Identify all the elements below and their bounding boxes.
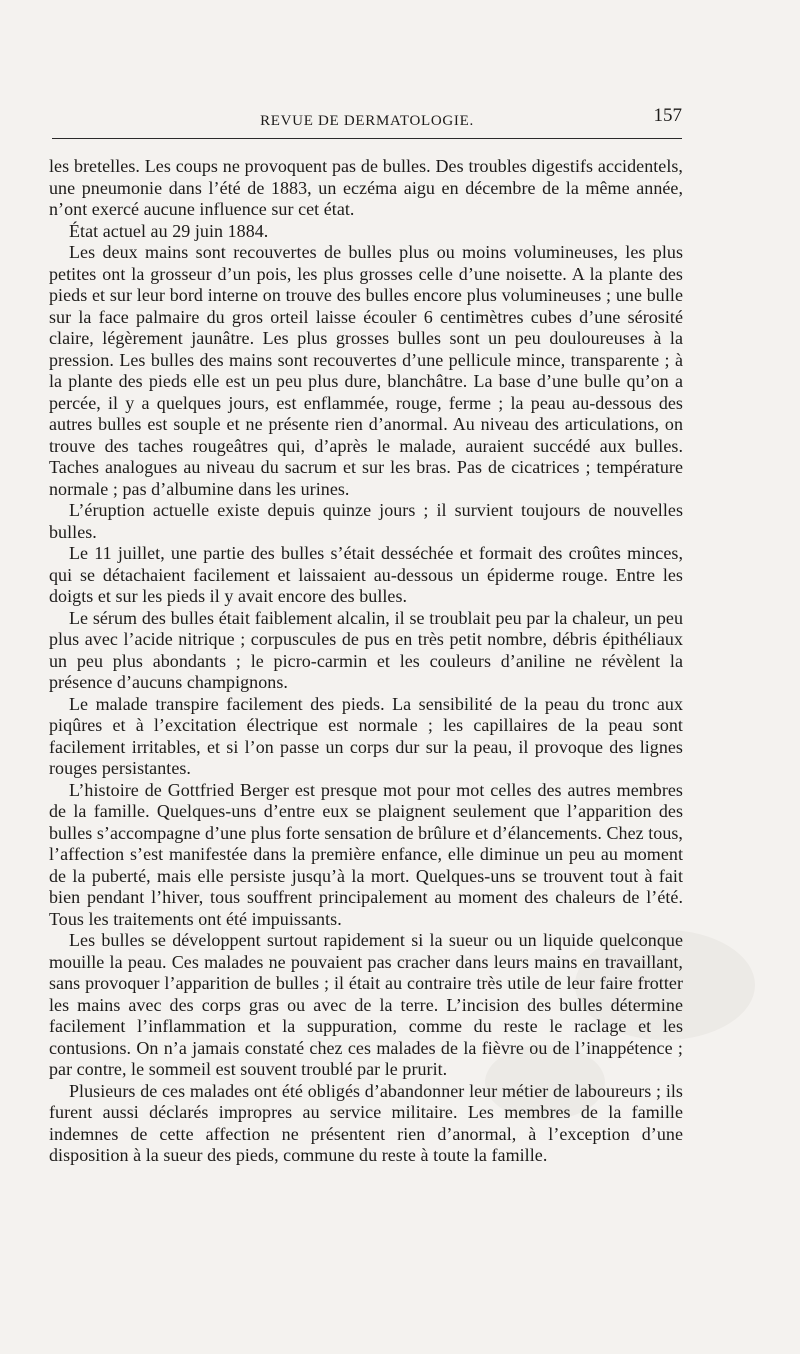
paragraph-bulles-development: Les bulles se développent surtout rapidement si la sueur ou un liquide quelconque mouille la peau. Ces malades ne pouvaient pas cracher dans leurs mains en travaillant, sans provoquer l’apparition de bulles ; il était au contraire très utile de leur faire frotter les mains avec des corps gras ou avec de la terre. L’incision des bulles détermine facilement l’inflammation et la suppuration, comme du reste le raclage et les contusions. On n’a jamais constaté chez ces malades de la fièvre ou de l’inappétence ; par contre, le sommeil est souvent troublé par le prurit. <box>49 930 683 1079</box>
paragraph-date-heading: État actuel au 29 juin 1884. <box>69 220 269 241</box>
paragraph-serum-analysis: Le sérum des bulles était faiblement alcalin, il se troublait peu par la chaleur, un peu plus avec l’acide nitrique ; corpuscules de pus en très petit nombre, débris épithéliaux un peu plus abondants ; le picro-carmin et les couleurs d’aniline ne révèlent la présence d’aucuns champignons. <box>49 607 683 692</box>
header-rule <box>52 138 682 139</box>
running-head <box>52 102 682 132</box>
paragraph-work-consequences: Plusieurs de ces malades ont été obligés d’abandonner leur métier de laboureurs ; ils furent aussi déclarés impropres au service militaire. Les membres de la famille indemnes de cette affection ne présentent rien d’anormal, à l’exception d’une disposition à la sueur des pieds, commune du reste à toute la famille. <box>49 1080 683 1165</box>
body-text <box>49 156 683 1167</box>
paragraph-continuation: les bretelles. Les coups ne provoquent pas de bulles. Des troubles digestifs accidentels, une pneumonie dans l’été de 1883, un eczéma aigu en décembre de la même année, n’ont exercé aucune influence sur cet état. <box>49 156 683 219</box>
paragraph-eruption-duration: L’éruption actuelle existe depuis quinze jours ; il survient toujours de nouvelles bulles. <box>49 500 683 542</box>
paragraph-july-observation: Le 11 juillet, une partie des bulles s’était desséchée et formait des croûtes minces, qui se détachaient facilement et laissaient au-dessous un épiderme rouge. Entre les doigts et sur les pieds il y avait encore des bulles. <box>49 543 683 606</box>
page-number: 157 <box>653 105 682 126</box>
running-head-title: REVUE DE DERMATOLOGIE. <box>260 113 474 129</box>
paragraph-hands-description: Les deux mains sont recouvertes de bulles plus ou moins volumineuses, les plus petites ont la grosseur d’un pois, les plus grosses celle d’une noisette. A la plante des pieds et sur leur bord interne on trouve des bulles encore plus volumineuses ; une bulle sur la face palmaire du gros orteil laisse écouler 6 centimètres cubes d’une sérosité claire, légèrement jaunâtre. Les plus grosses bulles sont un peu douloureuses à la pression. Les bulles des mains sont recouvertes d’une pellicule mince, transparente ; à la plante des pieds elle est un peu plus dure, blanchâtre. La base d’une bulle qu’on a percée, il y a quelques jours, est enflammée, rouge, ferme ; la peau au-dessous des autres bulles est souple et ne présente rien d’anormal. Au niveau des articulations, on trouve des taches rougeâtres qui, d’après le malade, auraient succédé aux bulles. Taches analogues au niveau du sacrum et sur les bras. Pas de cicatrices ; température normale ; pas d’albumine dans les urines. <box>49 242 683 499</box>
paragraph-sensibility: Le malade transpire facilement des pieds. La sensibilité de la peau du tronc aux piqûres et à l’excitation électrique est normale ; les capillaires de la peau sont facilement irritables, et si l’on passe un corps dur sur la peau, il provoque des lignes rouges persistantes. <box>49 693 683 778</box>
paragraph-family-history: L’histoire de Gottfried Berger est presque mot pour mot celles des autres membres de la famille. Quelques-uns d’entre eux se plaignent seulement que l’apparition des bulles s’accompagne d’une plus forte sensation de brûlure et d’élancements. Chez tous, l’affection s’est manifestée dans la première enfance, elle diminue un peu au moment de la puberté, mais elle persiste jusqu’à la mort. Quelques-uns se trouvent tout à fait bien pendant l’hiver, tous souffrent principalement au moment des chaleurs de l’été. Tous les traitements ont été impuissants. <box>49 779 683 929</box>
